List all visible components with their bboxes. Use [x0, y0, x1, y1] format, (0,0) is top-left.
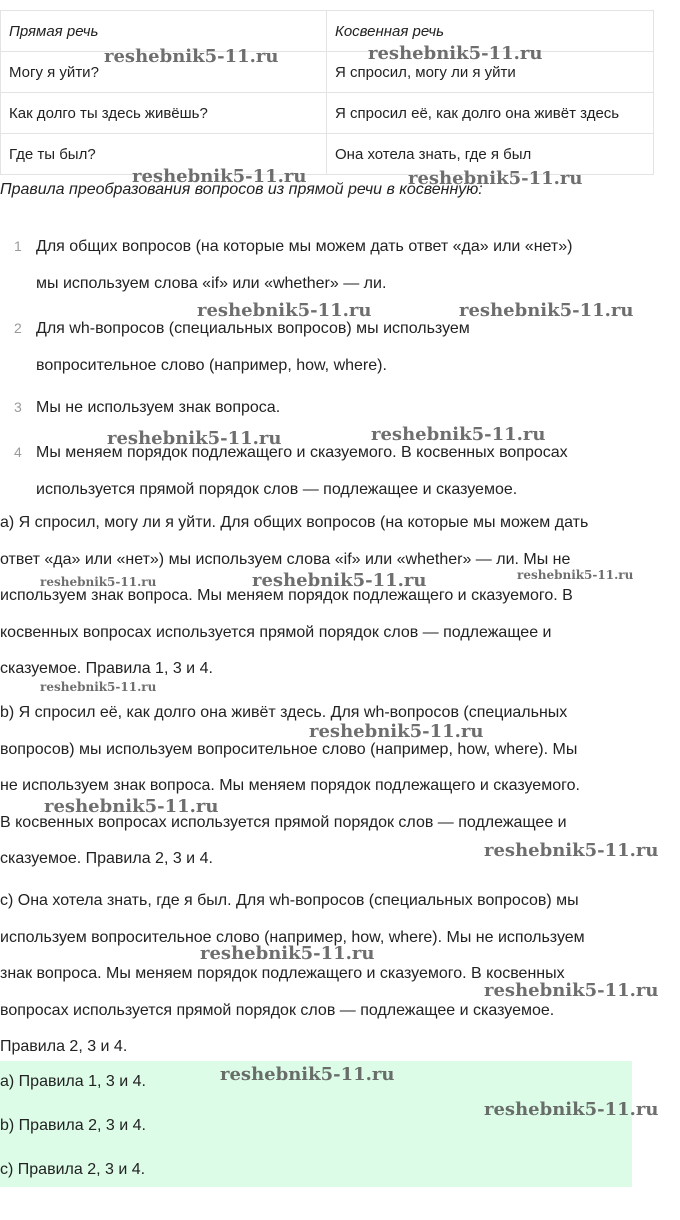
final-answer: b) Правила 2, 3 и 4. [0, 1117, 146, 1134]
answer-line: знак вопроса. Мы меняем порядок подлежащего и сказуемого. В косвенных [0, 965, 565, 982]
table-cell: Я спросил её, как долго она живёт здесь [327, 93, 654, 134]
list-text: Мы не используем знак вопроса. [36, 399, 281, 416]
final-answer: a) Правила 1, 3 и 4. [0, 1073, 146, 1090]
list-number: 4 [14, 444, 22, 460]
watermark-logo: reshebnik5-11.ru [132, 166, 307, 187]
answer-line: вопросах используется прямой порядок слов — подлежащее и сказуемое. [0, 1001, 555, 1019]
watermark-logo: reshebnik5-11.ru [252, 570, 427, 591]
watermark-logo: reshebnik5-11.ru [40, 680, 157, 694]
header-indirect-speech: Косвенная речь [327, 11, 654, 52]
list-text-line: Для общих вопросов (на которые мы можем дать ответ «да» или «нет») [36, 238, 573, 255]
watermark-logo: reshebnik5-11.ru [40, 575, 157, 589]
list-number: 1 [14, 238, 22, 254]
answer-line: Правила 2, 3 и 4. [0, 1038, 128, 1055]
list-number: 3 [14, 399, 22, 415]
table-cell: Она хотела знать, где я был [327, 134, 654, 175]
final-answer: c) Правила 2, 3 и 4. [0, 1161, 146, 1178]
answer-a [0, 505, 676, 688]
list-text-line: Мы меняем порядок подлежащего и сказуемого. В косвенных вопросах [36, 444, 568, 461]
answer-line: сказуемое. Правила 1, 3 и 4. [0, 660, 213, 677]
answer-line: b) Я спросил её, как долго она живёт здесь. Для wh-вопросов (специальных [0, 704, 568, 721]
answer-line: косвенных вопросах используется прямой порядок слов — подлежащее и [0, 623, 552, 641]
watermark-logo: reshebnik5-11.ru [44, 796, 219, 817]
watermark-logo: reshebnik5-11.ru [484, 840, 659, 861]
watermark-logo: reshebnik5-11.ru [309, 721, 484, 742]
answer-c [0, 883, 676, 1066]
answer-b [0, 695, 676, 878]
watermark-logo: reshebnik5-11.ru [197, 300, 372, 321]
answer-line: a) Я спросил, могу ли я уйти. Для общих вопросов (на которые мы можем дать [0, 514, 589, 531]
list-text-line: используется прямой порядок слов — подлежащее и сказуемое. [36, 481, 518, 498]
table-header-row [1, 11, 654, 52]
answer-line: В косвенных вопросах используется прямой порядок слов — подлежащее и [0, 813, 567, 831]
table-cell: Могу я уйти? [1, 52, 327, 93]
list-text [36, 310, 666, 384]
table-row [1, 52, 654, 93]
table-row [1, 134, 654, 175]
final-answers-box [0, 1061, 632, 1187]
speech-table [0, 10, 654, 175]
answer-line: сказуемое. Правила 2, 3 и 4. [0, 850, 213, 867]
watermark-logo: reshebnik5-11.ru [104, 46, 279, 67]
watermark-logo: reshebnik5-11.ru [220, 1064, 395, 1085]
table-cell: Где ты был? [1, 134, 327, 175]
list-number: 2 [14, 320, 22, 336]
watermark-logo: reshebnik5-11.ru [517, 568, 634, 582]
watermark-logo: reshebnik5-11.ru [408, 168, 583, 189]
watermark-logo: reshebnik5-11.ru [371, 424, 546, 445]
watermark-logo: reshebnik5-11.ru [200, 943, 375, 964]
answer-line: c) Она хотела знать, где я был. Для wh-вопросов (специальных вопросов) мы [0, 892, 579, 909]
list-text [36, 434, 666, 508]
answer-line: используем знак вопроса. Мы меняем порядок подлежащего и сказуемого. В [0, 587, 573, 604]
header-direct-speech: Прямая речь [1, 11, 327, 52]
list-text-line: вопросительное слово (например, how, where). [36, 357, 387, 374]
answer-line: используем вопросительное слово (например, how, where). Мы не используем [0, 928, 585, 946]
list-text-line: Для wh-вопросов (специальных вопросов) мы используем [36, 320, 470, 337]
watermark-logo: reshebnik5-11.ru [459, 300, 634, 321]
list-text [36, 228, 666, 302]
list-text-line: мы используем слова «if» или «whether» — ли. [36, 275, 387, 292]
answer-line: не используем знак вопроса. Мы меняем порядок подлежащего и сказуемого. [0, 777, 580, 794]
watermark-logo: reshebnik5-11.ru [368, 43, 543, 64]
table-cell: Как долго ты здесь живёшь? [1, 93, 327, 134]
table-row [1, 93, 654, 134]
answer-line: вопросов) мы используем вопросительное слово (например, how, where). Мы [0, 740, 578, 758]
rules-title: Правила преобразования вопросов из прямой речи в косвенную: [0, 181, 483, 198]
watermark-logo: reshebnik5-11.ru [484, 980, 659, 1001]
answer-line: ответ «да» или «нет») мы используем слова «if» или «whether» — ли. Мы не [0, 550, 571, 568]
watermark-logo: reshebnik5-11.ru [107, 428, 282, 449]
watermark-logo: reshebnik5-11.ru [484, 1099, 659, 1120]
table-cell: Я спросил, могу ли я уйти [327, 52, 654, 93]
